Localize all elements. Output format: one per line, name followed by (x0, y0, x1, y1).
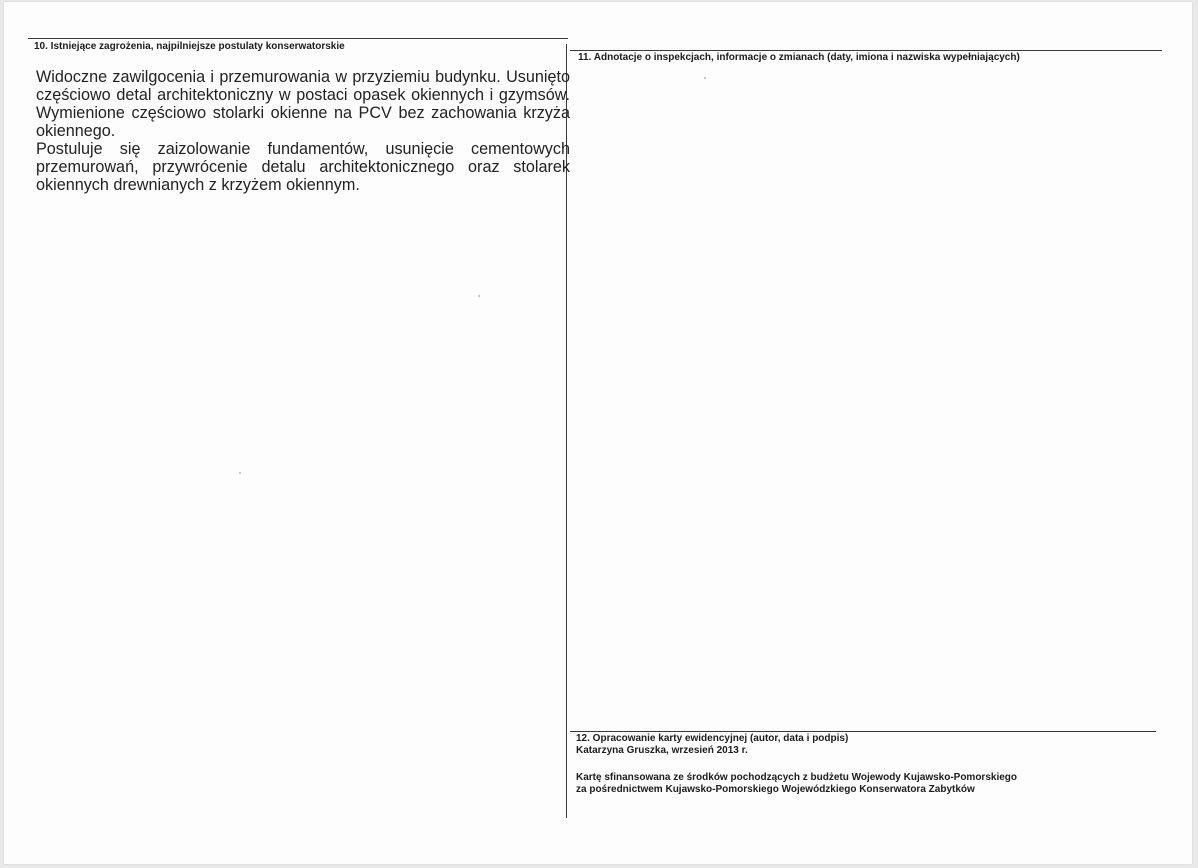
section10-body (36, 68, 570, 194)
section12-heading: 12. Opracowanie karty ewidencyjnej (autor, data i podpis) (576, 733, 849, 744)
section10-paragraph-2: Postuluje się zaizolowanie fundamentów, usunięcie cementowych przemurowań, przywrócenie detalu architektonicznego oraz stolarek okiennych drewnianych z krzyżem okiennym. (36, 140, 570, 194)
section12-author: Katarzyna Gruszka, wrzesień 2013 r. (576, 745, 748, 756)
section11-top-rule (570, 50, 1162, 51)
scan-speck (704, 77, 706, 79)
scan-speck (478, 295, 480, 297)
section10-heading: 10. Istniejące zagrożenia, najpilniejsze postulaty konserwatorskie (34, 41, 345, 52)
scan-speck (239, 472, 241, 474)
section12-top-rule (570, 731, 1156, 732)
document-page (4, 2, 1192, 864)
section12-funding-line-1: Kartę sfinansowana ze środków pochodzących z budżetu Wojewody Kujawsko-Pomorskiego (576, 772, 1018, 783)
section10-paragraph-1: Widoczne zawilgocenia i przemurowania w przyziemiu budynku. Usunięto częściowo detal architektoniczny w postaci opasek okiennych i gzymsów. Wymienione częściowo stolarki okienne na PCV bez zachowania krzyża okiennego. (36, 68, 570, 140)
section11-heading: 11. Adnotacje o inspekcjach, informacje o zmianach (daty, imiona i nazwiska wypełniających) (578, 52, 1020, 63)
section12-funding-line-2: za pośrednictwem Kujawsko-Pomorskiego Wojewódzkiego Konserwatora Zabytków (576, 784, 975, 795)
section10-top-rule (28, 38, 568, 39)
